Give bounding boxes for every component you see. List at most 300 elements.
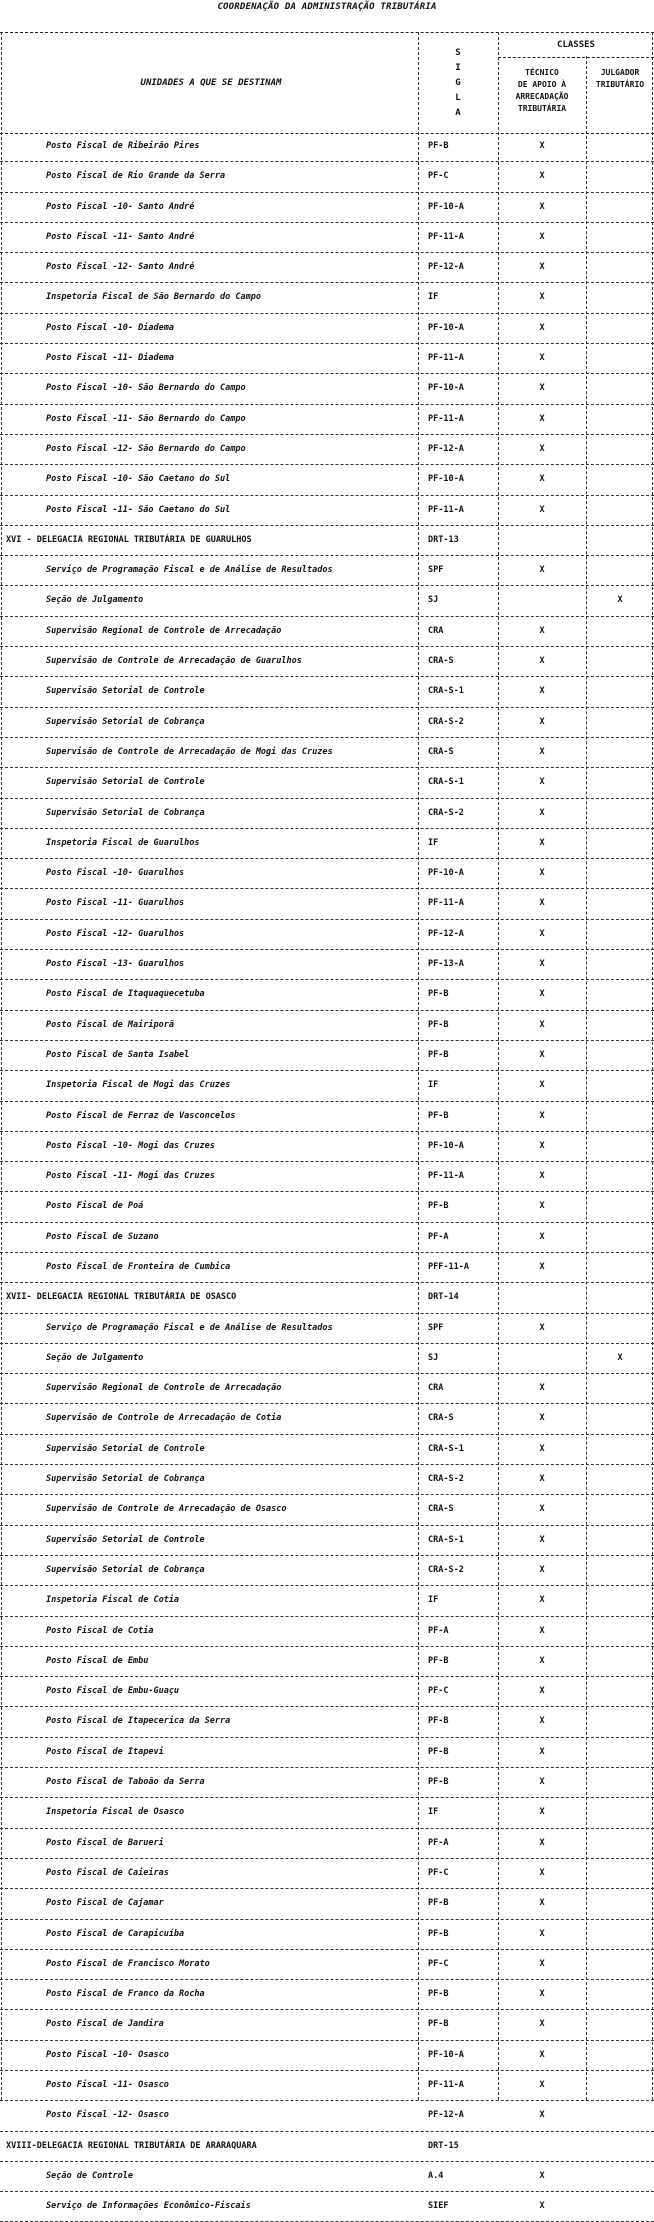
unit-cell: Posto Fiscal de Jandira xyxy=(46,2019,164,2030)
table-row xyxy=(0,1071,654,1101)
sigla-letter: S xyxy=(455,47,461,58)
table-row xyxy=(0,1162,654,1192)
tecnico-mark: X xyxy=(539,1110,545,1121)
tecnico-mark xyxy=(498,2132,586,2161)
table-row xyxy=(0,2162,654,2192)
sigla-cell: CRA-S-2 xyxy=(428,716,464,727)
sigla-cell: DRT-15 xyxy=(428,2140,459,2151)
sigla-letter: A xyxy=(455,107,461,118)
sigla-letter: G xyxy=(455,77,461,88)
unit-cell: Posto Fiscal de Poá xyxy=(46,1201,144,1212)
table-row xyxy=(0,1738,654,1768)
sigla-cell: SPF xyxy=(428,565,444,576)
julgador-mark xyxy=(586,708,654,737)
unit-cell: Serviço de Programação Fiscal e de Análise de Resultados xyxy=(46,1322,333,1333)
tecnico-mark: X xyxy=(539,1867,545,1878)
tecnico-mark: X xyxy=(539,1807,545,1818)
julgador-mark xyxy=(586,1798,654,1827)
sigla-cell: SIEF xyxy=(428,2201,449,2212)
table-row xyxy=(0,1617,654,1647)
unit-cell: Supervisão Setorial de Controle xyxy=(46,686,205,697)
sigla-cell: PF-10-A xyxy=(428,201,464,212)
sigla-cell: PF-10-A xyxy=(428,2049,464,2060)
unit-cell: Posto Fiscal de Franco da Rocha xyxy=(46,1989,205,2000)
table-row xyxy=(0,132,654,162)
julgador-mark xyxy=(586,1617,654,1646)
unit-cell: Posto Fiscal -10- Diadema xyxy=(46,322,174,333)
tecnico-mark xyxy=(498,586,586,615)
table-row xyxy=(0,1404,654,1434)
sigla-cell: PF-11-A xyxy=(428,413,464,424)
tecnico-mark: X xyxy=(539,1928,545,1939)
table-row xyxy=(0,1132,654,1162)
tecnico-mark: X xyxy=(539,474,545,485)
tecnico-mark: X xyxy=(539,1534,545,1545)
unit-cell: Posto Fiscal -12- Santo André xyxy=(46,262,195,273)
tecnico-mark: X xyxy=(539,1140,545,1151)
table-row xyxy=(0,1102,654,1132)
julgador-mark xyxy=(586,1283,654,1312)
tecnico-mark xyxy=(498,1283,586,1312)
julgador-mark xyxy=(586,374,654,403)
tecnico-mark: X xyxy=(539,1322,545,1333)
unit-cell: Inspetoria Fiscal de Mogi das Cruzes xyxy=(46,1080,231,1091)
tecnico-mark xyxy=(498,526,586,555)
sigla-cell: PF-10-A xyxy=(428,868,464,879)
julgador-mark xyxy=(586,283,654,312)
sigla-cell: PF-12-A xyxy=(428,443,464,454)
tecnico-line: TÉCNICO xyxy=(525,68,559,77)
unit-cell: Posto Fiscal de Cajamar xyxy=(46,1898,164,1909)
unit-cell: Posto Fiscal -11- Mogi das Cruzes xyxy=(46,1171,215,1182)
tecnico-mark: X xyxy=(539,716,545,727)
tecnico-mark: X xyxy=(539,322,545,333)
tecnico-mark: X xyxy=(539,1019,545,1030)
table-row xyxy=(0,677,654,707)
tecnico-mark: X xyxy=(539,1049,545,1060)
julgador-mark xyxy=(586,132,654,161)
table-row xyxy=(0,1314,654,1344)
sigla-cell: PF-12-A xyxy=(428,262,464,273)
unit-cell: Posto Fiscal de Embu-Guaçu xyxy=(46,1686,180,1697)
unit-cell: Supervisão Setorial de Cobrança xyxy=(46,716,205,727)
table-row xyxy=(0,920,654,950)
tecnico-mark: X xyxy=(539,2080,545,2090)
julgador-mark xyxy=(586,1920,654,1949)
sigla-cell: PF-10-A xyxy=(428,474,464,485)
table-row xyxy=(0,768,654,798)
sigla-cell: PF-C xyxy=(428,1686,449,1697)
julgador-mark xyxy=(586,1677,654,1706)
tecnico-mark: X xyxy=(539,565,545,576)
tecnico-mark: X xyxy=(539,353,545,364)
header-tecnico-label xyxy=(498,57,586,133)
tecnico-line: ARRECADAÇÃO xyxy=(515,92,569,101)
sigla-cell: PF-B xyxy=(428,1989,449,2000)
sigla-cell: CRA-S xyxy=(428,1413,454,1424)
julgador-mark xyxy=(586,193,654,222)
julgador-mark xyxy=(586,2071,654,2100)
sigla-cell: PF-A xyxy=(428,1625,449,1636)
julgador-mark xyxy=(586,1738,654,1767)
table-row xyxy=(0,1526,654,1556)
julgador-mark xyxy=(586,314,654,343)
tecnico-mark: X xyxy=(539,656,545,667)
tecnico-mark: X xyxy=(539,1595,545,1606)
table-row xyxy=(0,950,654,980)
tecnico-mark: X xyxy=(539,1746,545,1757)
table-header xyxy=(0,32,654,134)
tecnico-mark: X xyxy=(539,898,545,909)
sigla-cell: CRA-S-1 xyxy=(428,777,464,788)
table-row xyxy=(0,1707,654,1737)
sigla-cell: PF-10-A xyxy=(428,1140,464,1151)
unit-cell: Posto Fiscal -10- São Caetano do Sul xyxy=(46,474,231,485)
tecnico-mark: X xyxy=(539,1655,545,1666)
unit-cell: Supervisão de Controle de Arrecadação de Osasco xyxy=(46,1504,287,1515)
julgador-mark xyxy=(586,1586,654,1615)
julgador-mark xyxy=(586,799,654,828)
tecnico-mark: X xyxy=(539,2201,545,2212)
unit-cell: Posto Fiscal de Itapevi xyxy=(46,1746,164,1757)
unit-cell: Posto Fiscal -11- São Bernardo do Campo xyxy=(46,413,246,424)
julgador-mark xyxy=(586,1435,654,1464)
unit-cell: Posto Fiscal -10- Santo André xyxy=(46,201,195,212)
unit-cell: Supervisão Setorial de Cobrança xyxy=(46,1564,205,1575)
sigla-cell: CRA xyxy=(428,625,444,636)
sigla-cell: IF xyxy=(428,1807,439,1818)
unit-cell: Posto Fiscal -10- Mogi das Cruzes xyxy=(46,1140,215,1151)
unit-cell: Posto Fiscal -11- Diadema xyxy=(46,353,174,364)
julgador-mark xyxy=(586,162,654,191)
unit-cell: Posto Fiscal -12- Guarulhos xyxy=(46,928,185,939)
table-row xyxy=(0,647,654,677)
unit-cell: Posto Fiscal -11- Osasco xyxy=(46,2080,169,2090)
julgador-mark xyxy=(586,253,654,282)
sigla-cell: CRA-S xyxy=(428,1504,454,1515)
unit-cell: Posto Fiscal de Ferraz de Vasconcelos xyxy=(46,1110,236,1121)
table-row xyxy=(0,223,654,253)
sigla-cell: PF-C xyxy=(428,1867,449,1878)
julgador-mark xyxy=(586,647,654,676)
julgador-mark xyxy=(586,2041,654,2070)
unit-cell: Posto Fiscal de Rio Grande da Serra xyxy=(46,171,226,182)
sigla-cell: CRA-S-2 xyxy=(428,1474,464,1485)
tecnico-mark: X xyxy=(539,1625,545,1636)
unit-cell: Supervisão Setorial de Controle xyxy=(46,1534,205,1545)
tecnico-mark xyxy=(498,1344,586,1373)
table-row xyxy=(0,1950,654,1980)
julgador-mark xyxy=(586,344,654,373)
sigla-cell: PF-11-A xyxy=(428,2080,464,2090)
sigla-cell: PF-C xyxy=(428,1958,449,1969)
julgador-mark xyxy=(586,1768,654,1797)
table-row xyxy=(0,2101,654,2131)
unit-cell: Supervisão de Controle de Arrecadação de Mogi das Cruzes xyxy=(46,746,333,757)
julgador-mark xyxy=(586,2101,654,2130)
julgador-mark xyxy=(586,465,654,494)
table-row xyxy=(0,2192,654,2222)
unit-cell: Posto Fiscal de Carapicuíba xyxy=(46,1928,185,1939)
table-row xyxy=(0,162,654,192)
julgador-mark xyxy=(586,556,654,585)
table-row xyxy=(0,1889,654,1919)
sigla-cell: IF xyxy=(428,1080,439,1091)
julgador-mark xyxy=(586,1162,654,1191)
julgador-mark xyxy=(586,920,654,949)
sigla-cell: PF-B xyxy=(428,1928,449,1939)
table-row xyxy=(0,617,654,647)
unit-cell: Posto Fiscal de Embu xyxy=(46,1655,149,1666)
unit-cell: Posto Fiscal -10- Guarulhos xyxy=(46,868,185,879)
tecnico-mark: X xyxy=(539,1716,545,1727)
sigla-cell: PF-12-A xyxy=(428,2110,464,2121)
tecnico-mark: X xyxy=(539,1231,545,1242)
unit-cell: Posto Fiscal -11- São Caetano do Sul xyxy=(46,504,231,515)
unit-cell: XVII- DELEGACIA REGIONAL TRIBUTÁRIA DE OSASCO xyxy=(6,1292,237,1303)
sigla-cell: IF xyxy=(428,837,439,848)
table-section-row xyxy=(0,526,654,556)
table-row xyxy=(0,1192,654,1222)
tecnico-mark: X xyxy=(539,1686,545,1697)
header-julgador-label xyxy=(586,57,654,133)
tecnico-mark: X xyxy=(539,777,545,788)
sigla-cell: A.4 xyxy=(428,2170,444,2181)
table-row xyxy=(0,1495,654,1525)
unit-cell: Posto Fiscal de Francisco Morato xyxy=(46,1958,210,1969)
sigla-cell: IF xyxy=(428,292,439,303)
unit-cell: Supervisão Setorial de Controle xyxy=(46,1443,205,1454)
julgador-mark xyxy=(586,1707,654,1736)
tecnico-mark: X xyxy=(539,1504,545,1515)
julgador-line: JULGADOR xyxy=(600,68,640,77)
unit-cell: Supervisão Setorial de Controle xyxy=(46,777,205,788)
tecnico-mark: X xyxy=(539,262,545,273)
sigla-cell: PF-11-A xyxy=(428,231,464,242)
unit-cell: Posto Fiscal -11- Santo André xyxy=(46,231,195,242)
julgador-mark xyxy=(586,1132,654,1161)
julgador-mark xyxy=(586,950,654,979)
tecnico-mark: X xyxy=(539,989,545,1000)
unit-cell: XVIII-DELEGACIA REGIONAL TRIBUTÁRIA DE ARARAQUARA xyxy=(6,2140,257,2151)
julgador-mark xyxy=(586,617,654,646)
sigla-cell: PF-B xyxy=(428,1746,449,1757)
tecnico-mark: X xyxy=(539,1989,545,2000)
table-row xyxy=(0,1829,654,1859)
tecnico-mark: X xyxy=(539,231,545,242)
tecnico-mark: X xyxy=(539,807,545,818)
table-row xyxy=(0,1980,654,2010)
tecnico-mark: X xyxy=(539,1837,545,1848)
julgador-mark xyxy=(586,1859,654,1888)
julgador-mark xyxy=(586,1314,654,1343)
unit-cell: Seção de Julgamento xyxy=(46,1352,144,1363)
table-body xyxy=(0,132,654,2222)
tecnico-mark: X xyxy=(539,2170,545,2181)
julgador-mark xyxy=(586,1889,654,1918)
unit-cell: XVI - DELEGACIA REGIONAL TRIBUTÁRIA DE GUARULHOS xyxy=(6,534,252,545)
sigla-cell: PF-B xyxy=(428,141,449,151)
sigla-cell: PFF-11-A xyxy=(428,1261,469,1272)
sigla-cell: DRT-13 xyxy=(428,534,459,545)
table-row xyxy=(0,980,654,1010)
sigla-cell: SJ xyxy=(428,1352,439,1363)
table-row xyxy=(0,1768,654,1798)
julgador-mark xyxy=(586,1404,654,1433)
tecnico-mark: X xyxy=(539,504,545,515)
julgador-mark xyxy=(586,2162,654,2191)
julgador-mark xyxy=(586,859,654,888)
tecnico-mark: X xyxy=(539,1171,545,1182)
unit-cell: Supervisão Setorial de Cobrança xyxy=(46,807,205,818)
sigla-cell: PF-B xyxy=(428,1655,449,1666)
table-section-row xyxy=(0,2132,654,2162)
sigla-cell: PF-10-A xyxy=(428,322,464,333)
unit-cell: Posto Fiscal de Taboão da Serra xyxy=(46,1777,205,1788)
table-row xyxy=(0,1041,654,1071)
unit-cell: Posto Fiscal -12- São Bernardo do Campo xyxy=(46,443,246,454)
table-row xyxy=(0,496,654,526)
tecnico-mark: X xyxy=(539,1413,545,1424)
table-row xyxy=(0,708,654,738)
page-title: COORDENAÇÃO DA ADMINISTRAÇÃO TRIBUTÁRIA xyxy=(217,2,437,12)
sigla-cell: IF xyxy=(428,1595,439,1606)
unit-cell: Posto Fiscal -11- Guarulhos xyxy=(46,898,185,909)
table-row xyxy=(0,435,654,465)
tecnico-mark: X xyxy=(539,686,545,697)
table-row xyxy=(0,344,654,374)
table-row xyxy=(0,1344,654,1374)
tecnico-mark: X xyxy=(539,171,545,182)
table-row xyxy=(0,1798,654,1828)
table-row xyxy=(0,1465,654,1495)
sigla-cell: PF-B xyxy=(428,2019,449,2030)
table-row xyxy=(0,253,654,283)
tecnico-mark: X xyxy=(539,1777,545,1788)
julgador-mark xyxy=(586,1041,654,1070)
header-units-label: UNIDADES A QUE SE DESTINAM xyxy=(140,78,282,88)
sigla-cell: PF-B xyxy=(428,1716,449,1727)
julgador-line: TRIBUTÁRIO xyxy=(595,80,645,89)
tecnico-mark: X xyxy=(539,959,545,970)
table-row xyxy=(0,859,654,889)
unit-cell: Seção de Julgamento xyxy=(46,595,144,606)
unit-cell: Inspetoria Fiscal de Cotia xyxy=(46,1595,180,1606)
table-row xyxy=(0,1677,654,1707)
julgador-mark xyxy=(586,2010,654,2039)
sigla-cell: PF-C xyxy=(428,171,449,182)
julgador-mark xyxy=(586,2132,654,2161)
sigla-cell: PF-11-A xyxy=(428,1171,464,1182)
sigla-cell: PF-B xyxy=(428,1049,449,1060)
tecnico-mark: X xyxy=(539,928,545,939)
unit-cell: Posto Fiscal de Ribeirão Pires xyxy=(46,141,200,151)
unit-cell: Posto Fiscal de Caieiras xyxy=(46,1867,169,1878)
table-row xyxy=(0,1586,654,1616)
unit-cell: Posto Fiscal de Itaquaquecetuba xyxy=(46,989,205,1000)
sigla-cell: PF-B xyxy=(428,1019,449,1030)
table-row xyxy=(0,2041,654,2071)
table-row xyxy=(0,799,654,829)
tecnico-mark: X xyxy=(539,1201,545,1212)
unit-cell: Posto Fiscal de Itapecerica da Serra xyxy=(46,1716,231,1727)
sigla-cell: SPF xyxy=(428,1322,444,1333)
table-row xyxy=(0,1556,654,1586)
julgador-mark xyxy=(586,1253,654,1282)
julgador-mark xyxy=(586,2192,654,2221)
tecnico-mark: X xyxy=(539,292,545,303)
tecnico-mark: X xyxy=(539,1564,545,1575)
table-row xyxy=(0,1647,654,1677)
unit-cell: Serviço de Informações Econômico-Fiscais xyxy=(46,2201,251,2212)
tecnico-mark: X xyxy=(539,1383,545,1394)
table-row xyxy=(0,2010,654,2040)
table-row xyxy=(0,1011,654,1041)
julgador-mark xyxy=(586,829,654,858)
unit-cell: Posto Fiscal de Barueri xyxy=(46,1837,164,1848)
sigla-cell: PF-12-A xyxy=(428,928,464,939)
table-row xyxy=(0,314,654,344)
unit-cell: Posto Fiscal -10- São Bernardo do Campo xyxy=(46,383,246,394)
sigla-letter: L xyxy=(455,92,461,103)
unit-cell: Supervisão Regional de Controle de Arrecadação xyxy=(46,625,282,636)
sigla-cell: PF-B xyxy=(428,1898,449,1909)
julgador-mark xyxy=(586,1465,654,1494)
table-row xyxy=(0,556,654,586)
sigla-cell: PF-B xyxy=(428,1777,449,1788)
julgador-mark: X xyxy=(617,1352,623,1363)
sigla-cell: PF-11-A xyxy=(428,353,464,364)
sigla-cell: DRT-14 xyxy=(428,1292,459,1303)
header-classes-label: CLASSES xyxy=(498,33,654,58)
sigla-cell: PF-11-A xyxy=(428,898,464,909)
julgador-mark xyxy=(586,1495,654,1524)
unit-cell: Posto Fiscal -12- Osasco xyxy=(46,2110,169,2121)
julgador-mark xyxy=(586,980,654,1009)
tecnico-line: TRIBUTÁRIA xyxy=(517,104,567,113)
unit-cell: Supervisão de Controle de Arrecadação de Guarulhos xyxy=(46,656,302,667)
unit-cell: Posto Fiscal de Cotia xyxy=(46,1625,154,1636)
sigla-cell: CRA-S-1 xyxy=(428,1443,464,1454)
tecnico-mark: X xyxy=(539,2049,545,2060)
tecnico-mark: X xyxy=(539,625,545,636)
table-row xyxy=(0,829,654,859)
table-row xyxy=(0,283,654,313)
julgador-mark xyxy=(586,1829,654,1858)
julgador-mark xyxy=(586,1223,654,1252)
sigla-cell: CRA xyxy=(428,1383,444,1394)
julgador-mark xyxy=(586,1556,654,1585)
table-row xyxy=(0,2071,654,2101)
table-section-row xyxy=(0,1283,654,1313)
table-row xyxy=(0,1253,654,1283)
sigla-cell: PF-A xyxy=(428,1837,449,1848)
header-sigla-label xyxy=(418,33,498,133)
sigla-cell: PF-11-A xyxy=(428,504,464,515)
tecnico-mark: X xyxy=(539,2019,545,2030)
tecnico-mark: X xyxy=(539,2110,545,2121)
tecnico-mark: X xyxy=(539,1958,545,1969)
julgador-mark xyxy=(586,889,654,918)
unit-cell: Posto Fiscal de Suzano xyxy=(46,1231,159,1242)
table-row xyxy=(0,1223,654,1253)
table-row xyxy=(0,738,654,768)
sigla-letter: I xyxy=(455,62,461,73)
julgador-mark xyxy=(586,526,654,555)
sigla-cell: PF-B xyxy=(428,1201,449,1212)
unit-cell: Seção de Controle xyxy=(46,2170,133,2181)
julgador-mark xyxy=(586,1374,654,1403)
